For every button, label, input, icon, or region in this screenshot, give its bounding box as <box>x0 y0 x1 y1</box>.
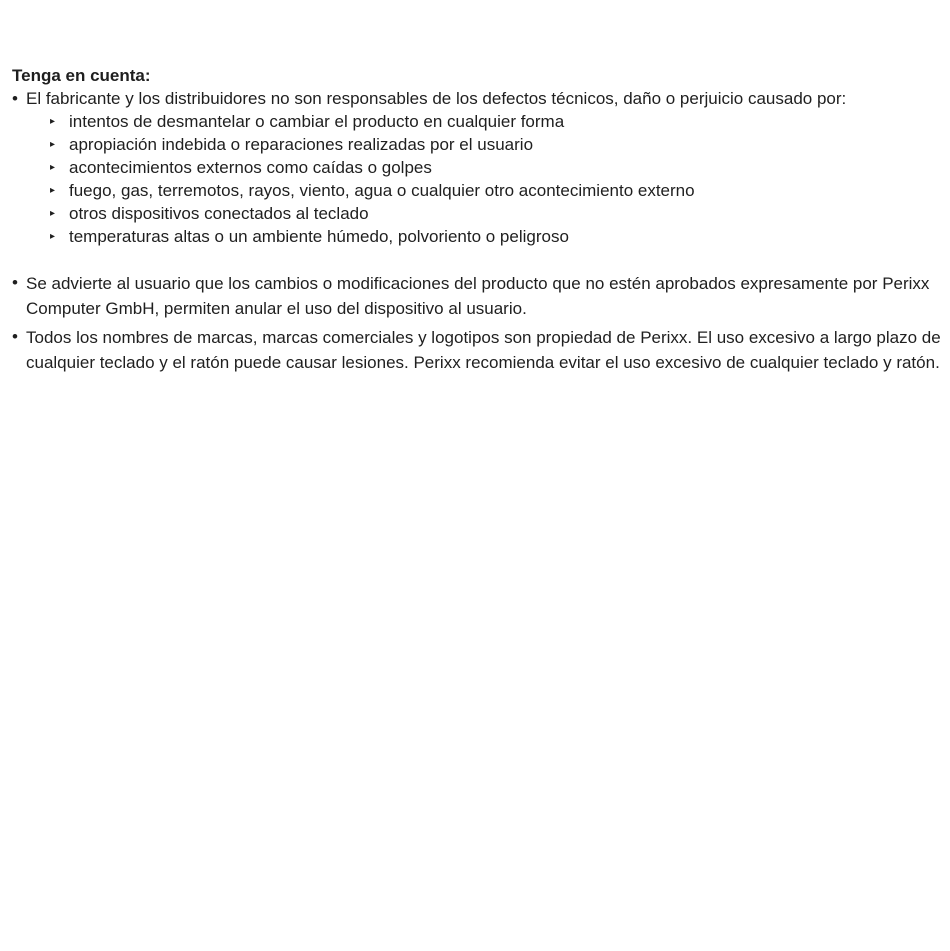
bullet-dot-icon: • <box>12 273 18 292</box>
triangle-bullet-icon: ▸ <box>50 208 56 219</box>
list-item <box>26 110 948 133</box>
triangle-bullet-icon: ▸ <box>50 139 56 150</box>
list-item <box>26 202 948 225</box>
bullet-text: Se advierte al usuario que los cambios o modificaciones del producto que no estén aprobados expresamente por Perixx Computer GmbH, permiten anular el uso del dispositivo al usuario. <box>26 274 930 318</box>
list-item-text: apropiación indebida o reparaciones realizadas por el usuario <box>69 135 534 154</box>
bullet-dot-icon: • <box>12 89 18 108</box>
bullet-disclaimer <box>12 87 948 248</box>
triangle-bullet-icon: ▸ <box>50 162 56 173</box>
triangle-bullet-icon: ▸ <box>50 185 56 196</box>
bullet-modifications <box>12 271 948 321</box>
list-item <box>26 133 948 156</box>
document-body <box>12 64 948 375</box>
bullet-dot-icon: • <box>12 327 18 346</box>
bullet-text: Todos los nombres de marcas, marcas comerciales y logotipos son propiedad de Perixx. El uso excesivo a largo plazo de cualquier teclado y el ratón puede causar lesiones. Perixx recomienda evitar el uso excesivo de cualquier teclado y ratón. <box>26 328 941 372</box>
bullet-text: El fabricante y los distribuidores no son responsables de los defectos técnicos, daño o perjuicio causado por: <box>26 89 847 108</box>
triangle-bullet-icon: ▸ <box>50 116 56 127</box>
list-item-text: intentos de desmantelar o cambiar el producto en cualquier forma <box>69 112 565 131</box>
notice-heading: Tenga en cuenta: <box>12 66 151 85</box>
triangle-bullet-icon: ▸ <box>50 231 56 242</box>
cause-list <box>26 110 948 248</box>
list-item-text: temperaturas altas o un ambiente húmedo, polvoriento o peligroso <box>69 227 569 246</box>
list-item-text: acontecimientos externos como caídas o golpes <box>69 158 432 177</box>
bullet-trademarks <box>12 325 948 375</box>
list-item-text: otros dispositivos conectados al teclado <box>69 204 369 223</box>
list-item <box>26 225 948 248</box>
list-item-text: fuego, gas, terremotos, rayos, viento, agua o cualquier otro acontecimiento externo <box>69 181 695 200</box>
list-item <box>26 179 948 202</box>
list-item <box>26 156 948 179</box>
